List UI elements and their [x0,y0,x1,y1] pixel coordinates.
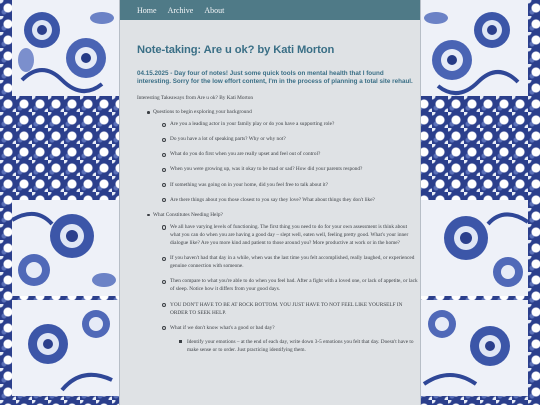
list-item: When you were growing up, was it okay to be mad or sad? How did your parents respond? [153,165,418,173]
floral-motif [420,0,528,96]
nav-home-link[interactable]: Home [137,5,157,15]
list-item: If you haven't had that day in a while, when was the last time you felt accomplished, really laughed, or experienced genuine connection with someone. [153,254,418,270]
list-item-text: What if we don't know what's a good or bad day? [170,324,275,331]
post-intro: Interesting Takeaways from Are u ok? By Kati Morton [137,95,254,101]
list-item: Identify your emotions – at the end of each day, write down 3-5 emotions you felt that day. Doesn't have to make sense or to order. Just practicing identifying them. [170,338,418,354]
post-content [137,20,418,361]
list-item: Do you have a lot of speaking parts? Why or why not? [153,135,418,143]
question-list [153,120,418,204]
top-nav [120,0,420,20]
post-subtitle: 04.15.2025 - Day four of notes! Just some quick tools on mental health that I found interesting. Sorry for the low effort content, I'm in the process of planning a total site rehaul. [137,70,413,85]
floral-motif [420,300,528,396]
page-container [120,0,420,405]
list-item: What do you do first when you are really upset and feel out of control? [153,150,418,158]
floral-motif [12,0,120,96]
help-criteria-list [153,223,418,354]
list-item: YOU DON'T HAVE TO BE AT ROCK BOTTOM. YOU JUST HAVE TO NOT FEEL LIKE YOURSELF IN ORDER TO SEEK HELP. [153,301,418,317]
section-heading: What Constitutes Needing Help? [153,211,223,218]
section-heading: Questions to begin exploring your background [153,109,252,116]
list-item [137,211,418,354]
list-item [137,108,418,204]
floral-motif [12,300,120,396]
nav-about-link[interactable]: About [204,5,225,15]
sub-list [170,338,418,354]
decorative-floral-panel-left [12,0,120,405]
nav-archive-link[interactable]: Archive [167,5,194,15]
post-title: Note-taking: Are u ok? by Kati Morton [137,44,335,56]
list-item: Are there things about you those closest to you say they love? What about things they don't like? [153,196,418,204]
list-item: Are you a leading actor in your family play or do you have a supporting role? [153,120,418,128]
decorative-floral-panel-right [420,0,528,405]
floral-motif [12,200,120,296]
list-item: Then compare to what you're able to do when you feel bad. After a fight with a loved one, or lack of appetite, or lack of sleep. Notice how it differs from your good days. [153,277,418,293]
list-item: We all have varying levels of functioning. The first thing you need to do for your own assessment is think about what you can do when you are having a good day – slept well, eaten well, feeling pretty good. What's your inner dialogue like? Are you more kind and patient to those around you? More productive at work or in the home? [153,223,418,247]
floral-motif [420,200,528,296]
list-item: If something was going on in your home, did you feel free to talk about it? [153,181,418,189]
section-list [137,108,418,354]
list-item [153,324,418,354]
